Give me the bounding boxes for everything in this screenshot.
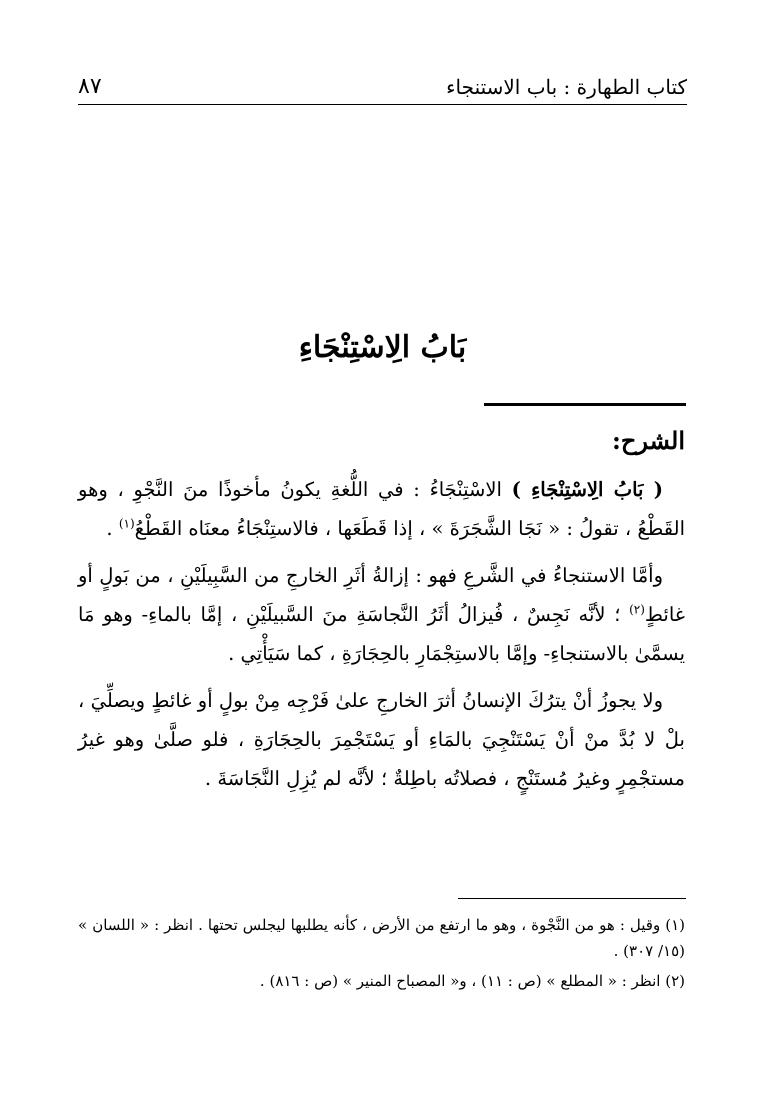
footnote-ref: (٢) bbox=[629, 602, 645, 617]
footnote-1: (١) وقيل : هو من النَّجْوة ، وهو ما ارتفع من الأرض ، كأنه يطلبها ليجلس تحتها . انظر : « اللسان » (١٥/ ٣٠٧) . bbox=[78, 916, 685, 960]
footnote-2: (٢) انظر : « المطلع » (ص : ١١) ، و« المصباح المنير » (ص : ٨١٦) . bbox=[259, 972, 685, 990]
paragraph-text: . bbox=[106, 517, 119, 540]
paragraph-text: الاسْتِنْجَاءُ : في اللُّغةِ يكونُ مأخوذًا منَ النَّجْوِ ، وهو القَطْعُ ، تقولُ : « نَجَا الشَّجَرَةَ » ، إذا قَطَعَها ، فالاستِنْجَاءُ معنَاه القَطْعُ bbox=[78, 478, 685, 540]
footnote-ref: (١) bbox=[118, 516, 135, 531]
chapter-title: بَابُ الِاسْتِنْجَاءِ bbox=[298, 330, 467, 365]
body-text bbox=[78, 470, 685, 806]
section-rule bbox=[484, 403, 686, 406]
running-title: كتاب الطهارة : باب الاستنجاء bbox=[446, 75, 687, 99]
header-rule bbox=[78, 104, 687, 105]
section-label: الشرح: bbox=[612, 426, 685, 455]
page-number: ٨٧ bbox=[78, 74, 102, 99]
paragraph-2 bbox=[78, 556, 685, 673]
running-header bbox=[78, 72, 687, 106]
paragraph-text: ولا يجوزُ أنْ يترُكَ الإنسانُ أثرَ الخارجِ علىٰ فَرْجِه مِنْ بولٍ أو غائطٍ ويصلِّيَ ، بلْ لا بُدَّ منْ أنْ يَسْتَنْجِيَ بالمَاءِ أو يَسْتَجْمِرَ بالحِجَارَةِ ، فلو صلَّىٰ وهو غيرُ مستجْمِرٍ وغيرُ مُستَنْجٍ ، فصلاتُه باطِلةٌ ؛ لأنَّه لم يُزِلِ النَّجَاسَةَ . bbox=[78, 689, 685, 790]
footnote-rule bbox=[458, 898, 686, 899]
paragraph-lead: ( بَابُ الِاسْتِنْجَاءِ ) bbox=[511, 478, 663, 501]
paragraph-text: وأمَّا الاستنجاءُ في الشَّرعِ فهو : إزالةُ أثَرِ الخارجِ من السَّبِيلَيْنِ ، من بَولٍ أو غائطٍ bbox=[78, 564, 685, 626]
paragraph-text: ؛ لأنَّه نَجِسٌ ، فُيزالُ أثَرُ النَّجاسَةِ منَ السَّبيلَيْنِ ، إمَّا بالماءِ- وهو مَا يسمَّىٰ بالاستنجاءِ- وإمَّا بالاستِجْمَارِ بالحِجَارَةِ ، كما سَيَأْتِي . bbox=[78, 603, 685, 665]
footnotes bbox=[78, 912, 685, 998]
paragraph-3 bbox=[78, 681, 685, 798]
paragraph-1 bbox=[78, 470, 685, 548]
